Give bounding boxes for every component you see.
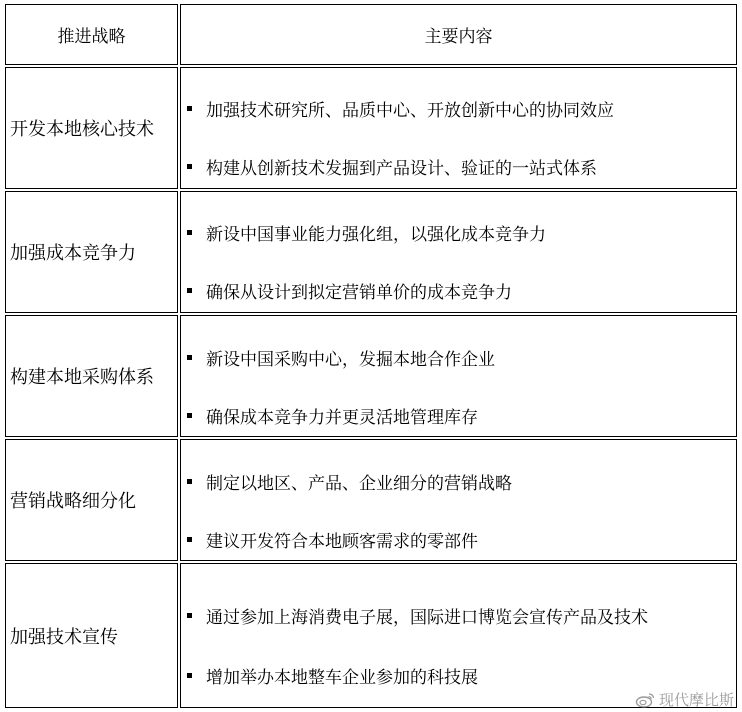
bullet-icon — [187, 673, 192, 678]
bullet-icon — [187, 288, 192, 293]
strategy-cell: 开发本地核心技术 — [5, 67, 178, 189]
bullet-text: 建议开发符合本地顾客需求的零部件 — [206, 531, 478, 552]
bullet-text: 加强技术研究所、品质中心、开放创新中心的协同效应 — [206, 100, 614, 121]
strategy-cell: 构建本地采购体系 — [5, 315, 178, 437]
bullet-text: 确保从设计到拟定营销单价的成本竞争力 — [206, 282, 512, 303]
bullet-icon — [187, 164, 192, 169]
bullet-text: 构建从创新技术发掘到产品设计、验证的一站式体系 — [206, 158, 597, 179]
bullet-item — [187, 95, 732, 121]
bullet-item — [187, 468, 732, 494]
bullet-text: 增加举办本地整车企业参加的科技展 — [206, 667, 478, 688]
bullet-item — [187, 219, 732, 245]
bullet-item — [187, 153, 732, 179]
bullet-icon — [187, 355, 192, 360]
bullet-icon — [187, 413, 192, 418]
header-content: 主要内容 — [180, 4, 737, 65]
bullet-item — [187, 344, 732, 370]
bullet-icon — [187, 106, 192, 111]
content-cell — [180, 191, 737, 313]
bullet-icon — [187, 537, 192, 542]
bullet-text: 新设中国事业能力强化组，以强化成本竞争力 — [206, 224, 546, 245]
bullet-text: 制定以地区、产品、企业细分的营销战略 — [206, 473, 512, 494]
bullet-item — [187, 402, 732, 428]
watermark — [635, 689, 734, 710]
content-cell — [180, 315, 737, 437]
header-strategy: 推进战略 — [5, 4, 178, 65]
bullet-item — [187, 662, 732, 688]
bullet-text: 通过参加上海消费电子展，国际进口博览会宣传产品及技术 — [206, 607, 648, 628]
bullet-icon — [187, 613, 192, 618]
strategy-cell: 营销战略细分化 — [5, 439, 178, 561]
bullet-text: 新设中国采购中心，发掘本地合作企业 — [206, 349, 495, 370]
content-cell — [180, 563, 737, 708]
bullet-item — [187, 602, 732, 628]
weibo-icon — [635, 692, 655, 708]
bullet-item — [187, 277, 732, 303]
bullet-text: 确保成本竞争力并更灵活地管理库存 — [206, 407, 478, 428]
strategy-cell: 加强成本竞争力 — [5, 191, 178, 313]
content-cell — [180, 439, 737, 561]
content-cell — [180, 67, 737, 189]
watermark-text: 现代摩比斯 — [658, 691, 734, 709]
strategy-cell: 加强技术宣传 — [5, 563, 178, 708]
bullet-item — [187, 526, 732, 552]
bullet-icon — [187, 479, 192, 484]
bullet-icon — [187, 230, 192, 235]
